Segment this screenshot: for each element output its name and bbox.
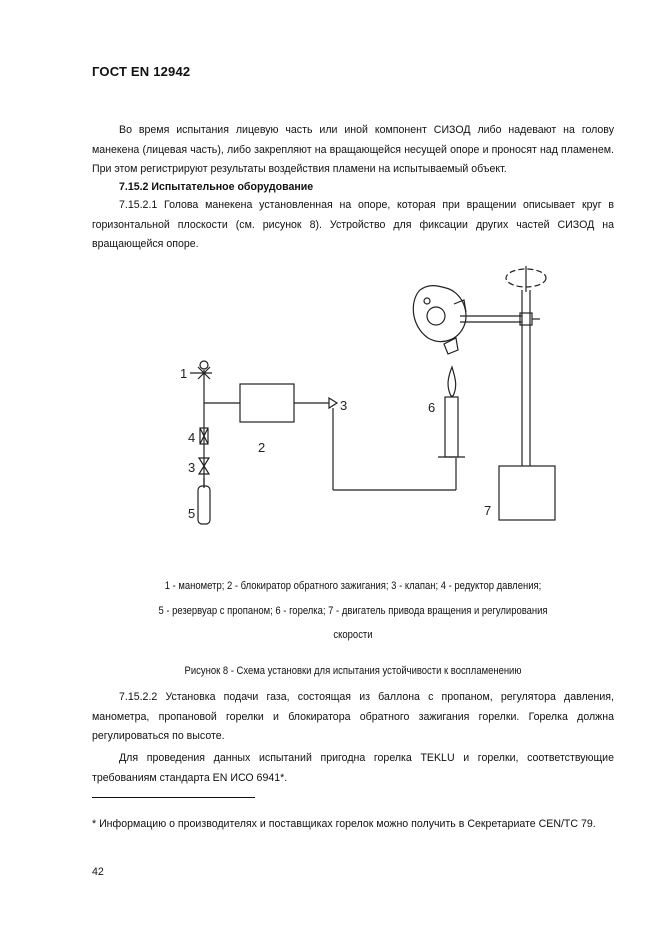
label-3-lower: 3: [188, 460, 196, 475]
drive-motor-box: [499, 466, 555, 520]
label-2: 2: [258, 440, 266, 455]
burner-body: [445, 397, 458, 457]
propane-cylinder: [198, 486, 210, 524]
footnote-separator: [92, 797, 255, 798]
paragraph-test-description: Во время испытания лицевую часть или иной компонент СИЗОД либо надевают на голову манекена (лицевая часть), либо закрепляют на вращающейся несущей опоре и проносят над пламенем. При этом регистрируют результаты воздействия пламени на испытываемый объект.: [92, 124, 614, 175]
footnote: * Информацию о производителях и поставщиках горелок можно получить в Секретариате CEN/TC 79.: [92, 818, 596, 830]
figure-title: Рисунок 8 - Схема установки для испытания устойчивости к воспламенению: [184, 665, 522, 677]
figure-legend-line-3: скорости: [333, 629, 373, 641]
label-7: 7: [484, 503, 492, 518]
page-number: 42: [92, 866, 104, 878]
label-5: 5: [188, 506, 196, 521]
paragraph-burner-note: Для проведения данных испытаний пригодна горелка TEKLU и горелки, соответствующие требованиям стандарта EN ИСО 6941*.: [92, 752, 614, 784]
figure-legend-line-2: 5 - резервуар с пропаном; 6 - горелка; 7 - двигатель привода вращения и регулирования: [158, 605, 548, 617]
paragraph-7-15-2-2: 7.15.2.2 Установка подачи газа, состоящая из баллона с пропаном, регулятора давления, манометра, пропановой горелки и блокиратора обратного зажигания горелки. Горелка должна регулироваться по высоте.: [92, 691, 614, 742]
label-6: 6: [428, 400, 436, 415]
label-3-upper: 3: [340, 398, 348, 413]
label-1: 1: [180, 366, 188, 381]
section-heading: 7.15.2 Испытательное оборудование: [119, 181, 314, 193]
label-4: 4: [188, 430, 196, 445]
flashback-arrestor-box: [240, 384, 294, 422]
figure-legend-line-1: 1 - манометр; 2 - блокиратор обратного зажигания; 3 - клапан; 4 - редуктор давления;: [164, 580, 542, 592]
manikin-head: [413, 286, 466, 342]
figure-8-diagram: [0, 255, 661, 575]
manometer-gauge: [200, 361, 208, 369]
flame: [448, 367, 456, 396]
paragraph-7-15-2-1: 7.15.2.1 Голова манекена установленная на опоре, которая при вращении описывает круг в горизонтальной плоскости (см. рисунок 8). Устройство для фиксации других частей СИЗОД на вращающейся опоре.: [92, 199, 614, 250]
document-header: ГОСТ EN 12942: [92, 64, 191, 79]
